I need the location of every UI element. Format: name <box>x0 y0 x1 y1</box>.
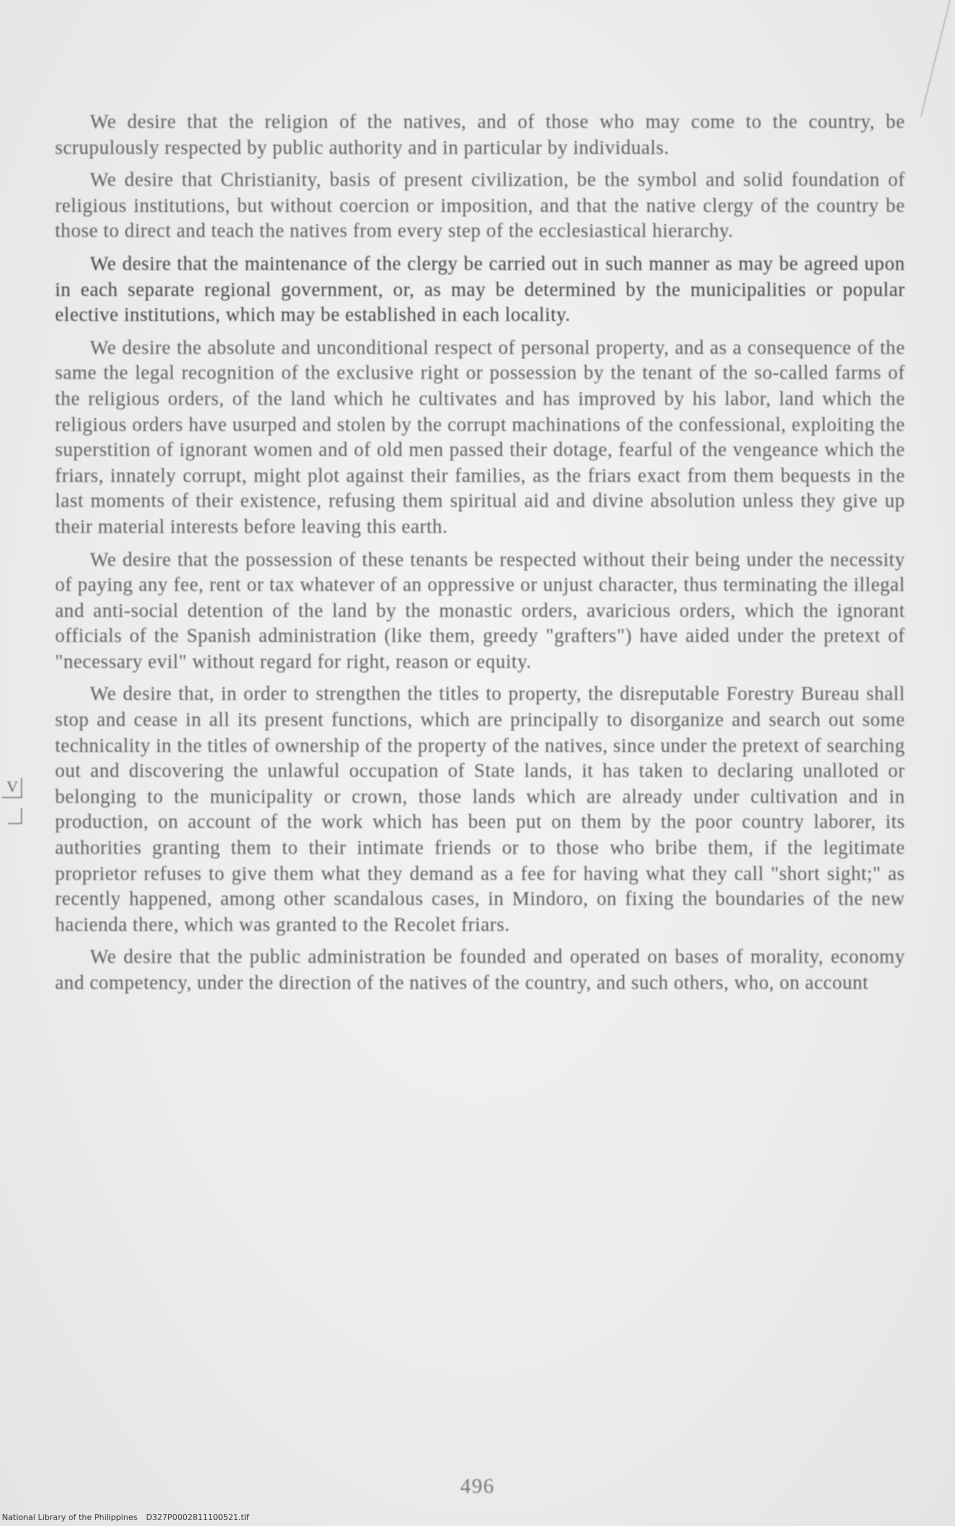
paragraph-public-administration: We desire that the public administration be founded and operated on bases of morality, economy and competency, under the direction of the natives of the country, and such others, who, on account <box>55 947 905 994</box>
page-number: 496 <box>460 1474 495 1498</box>
paragraph-personal-property: We desire the absolute and unconditional respect of personal property, and as a consequence of the same the legal recognition of the exclusive right or possession by the tenant of the so-called farms of the religious orders, of the land which he cultivates and has improved by his labor, land which the religious orders have usurped and stolen by the corrupt machinations of the confessional, exploiting the superstition of ignorant women and of old men passed their dotage, fearful of the vengeance which the friars, innately corrupt, might plot against their families, as the friars exact from them bequests in the last moments of their existence, refusing them spiritual aid and divine absolution unless they give up their material interests before leaving this earth. <box>55 337 905 538</box>
paragraph-forestry-bureau: We desire that, in order to strengthen the titles to property, the disreputable Forestry Bureau shall stop and cease in all its present functions, which are principally to disorganize and search out some technicality in the titles of ownership of the property of the natives, since under the pretext of searching out and discovering the unlawful occupation of State lands, it has taken to declaring unalloted or belonging to the municipality or crown, those lands which are already under cultivation and in production, on account of the work which has been put on them by the poor country laborer, its authorities granting them to their intimate friends or to those who bribe them, if the legitimate proprietor refuses to give them what they demand as a fee for having what they call "short sight;" as recently happened, among other scandalous cases, in Mindoro, on fixing the boundaries of the new hacienda there, which was granted to the Recolet friars. <box>55 684 905 936</box>
archive-library-name: National Library of the Philippines <box>2 1513 138 1522</box>
archive-record-id: D327P0002811100521.tif <box>145 1513 250 1522</box>
document-body <box>55 110 905 1004</box>
paragraph-tenant-possession: We desire that the possession of these tenants be respected without their being under the necessity of paying any fee, rent or tax whatever of an oppressive or unjust character, thus terminating the illegal and anti-social detention of the land by the monastic orders, avaricious orders, which the ignorant officials of the Spanish administration (like them, greedy "grafters") have aided under the pretext of "necessary evil" without regard for right, reason or equity. <box>55 549 905 673</box>
archive-footer <box>2 1513 249 1522</box>
scan-edge-line <box>920 0 951 117</box>
paragraph-christianity: We desire that Christianity, basis of present civilization, be the symbol and solid foundation of religious institutions, but without coercion or imposition, and that the native clergy of the country be those to direct and teach the natives from every step of the ecclesiastical hierarchy. <box>55 170 905 243</box>
margin-bracket-lower <box>8 808 22 824</box>
paragraph-clergy-maintenance: We desire that the maintenance of the clergy be carried out in such manner as may be agreed upon in each separate regional government, or, as may be determined by the municipalities or popular elective institutions, which may be established in each locality. <box>55 253 905 327</box>
margin-mark-label: V <box>2 778 22 798</box>
paragraph-religion: We desire that the religion of the natives, and of those who may come to the country, be scrupulously respected by public authority and in particular by individuals. <box>55 112 905 159</box>
margin-bracket-mark <box>2 778 24 826</box>
